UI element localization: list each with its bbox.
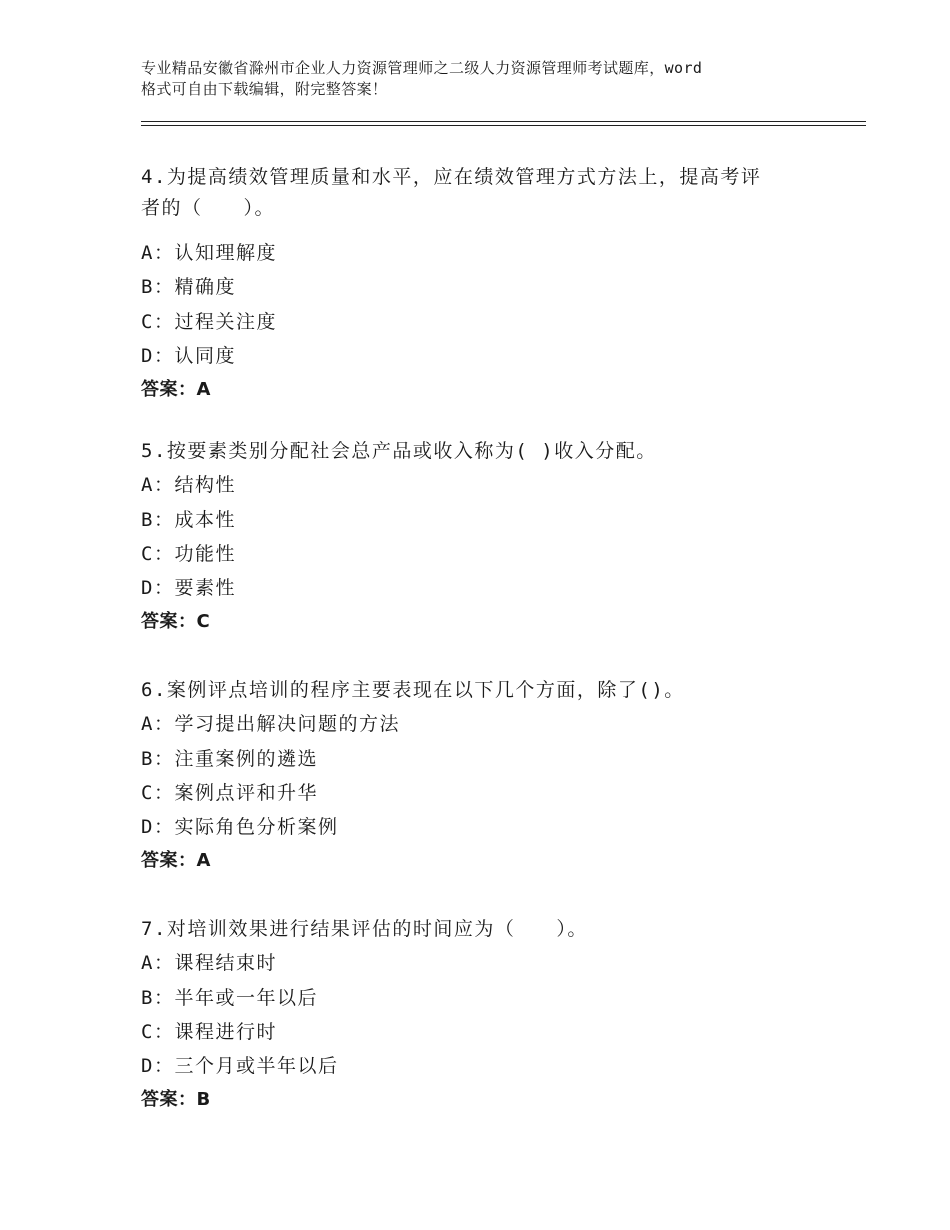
- question-4: [141, 162, 821, 407]
- option-list: [141, 236, 821, 407]
- option-c: C：案例点评和升华: [141, 781, 318, 804]
- question-stem-line-2: 者的（ ）。: [141, 197, 276, 219]
- option-c: C：课程进行时: [141, 1020, 277, 1043]
- header-divider-top: [141, 121, 866, 122]
- option-a: A：认知理解度: [141, 242, 277, 264]
- option-b: B：半年或一年以后: [141, 986, 318, 1009]
- option-d: D：认同度: [141, 344, 236, 367]
- document-header: [141, 58, 841, 100]
- answer-line: 答案：A: [141, 850, 211, 872]
- answer-line: 答案：B: [141, 1089, 211, 1111]
- option-c: C：功能性: [141, 542, 236, 565]
- option-a: A：课程结束时: [141, 952, 277, 975]
- option-d: D：要素性: [141, 577, 236, 600]
- header-title-line-2: 格式可自由下载编辑，附完整答案！: [141, 80, 388, 98]
- question-7: [141, 912, 821, 1118]
- question-5: [141, 434, 821, 640]
- option-b: B：精确度: [141, 276, 236, 299]
- option-list: [141, 946, 821, 1117]
- option-d: D：三个月或半年以后: [141, 1055, 339, 1078]
- question-stem-line-1: 4.为提高绩效管理质量和水平，应在绩效管理方式方法上，提高考评: [141, 166, 762, 188]
- option-a: A：学习提出解决问题的方法: [141, 713, 400, 736]
- question-6: [141, 673, 821, 879]
- option-a: A：结构性: [141, 474, 236, 497]
- option-b: B：注重案例的遴选: [141, 747, 318, 770]
- option-c: C：过程关注度: [141, 310, 277, 333]
- option-list: [141, 468, 821, 639]
- answer-line: 答案：C: [141, 611, 211, 633]
- header-divider-bottom: [141, 125, 866, 126]
- option-d: D：实际角色分析案例: [141, 816, 339, 839]
- answer-line: 答案：A: [141, 379, 211, 401]
- question-stem: 5.按要素类别分配社会总产品或收入称为( )收入分配。: [141, 440, 657, 462]
- question-stem: 6.案例评点培训的程序主要表现在以下几个方面，除了()。: [141, 679, 685, 701]
- option-list: [141, 707, 821, 878]
- option-b: B：成本性: [141, 508, 236, 531]
- header-title-line-1: 专业精品安徽省滁州市企业人力资源管理师之二级人力资源管理师考试题库，word: [141, 59, 703, 77]
- question-stem: 7.对培训效果进行结果评估的时间应为（ ）。: [141, 918, 588, 940]
